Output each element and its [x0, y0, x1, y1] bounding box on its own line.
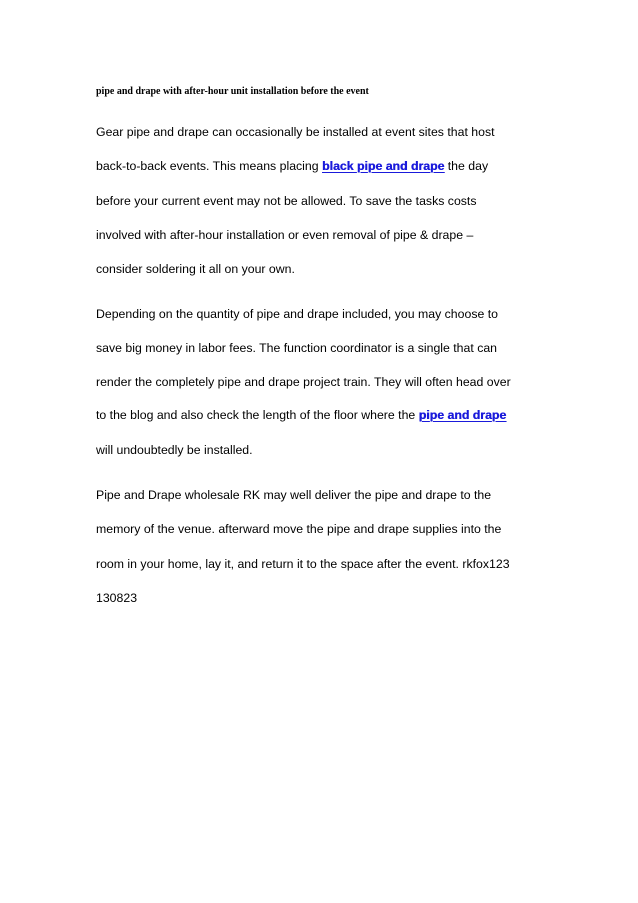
paragraph-line: Depending on the quantity of pipe and drape included, you may choose to	[96, 307, 498, 321]
paragraph-line: save big money in labor fees. The function coordinator is a single that can	[96, 341, 498, 355]
pipe-and-drape-link[interactable]: pipe and drape	[418, 408, 507, 422]
paragraph-line: memory of the venue. afterward move the pipe and drape supplies into the	[96, 522, 502, 536]
paragraph-line: 130823	[96, 591, 138, 605]
document-title: pipe and drape with after-hour unit installation before the event	[96, 86, 369, 97]
paragraph-line	[96, 158, 488, 174]
black-pipe-and-drape-link[interactable]: black pipe and drape	[322, 159, 445, 173]
paragraph-line: Pipe and Drape wholesale RK may well deliver the pipe and drape to the	[96, 488, 492, 502]
line-text: to the blog and also check the length of the floor where the	[96, 408, 419, 422]
paragraph-line: consider soldering it all on your own.	[96, 262, 295, 276]
paragraph-line: involved with after-hour installation or even removal of pipe & drape –	[96, 228, 474, 242]
paragraph-line: room in your home, lay it, and return it to the space after the event. rkfox123	[96, 557, 510, 571]
line-text: the day	[444, 159, 489, 173]
paragraph-line: before your current event may not be allowed. To save the tasks costs	[96, 194, 477, 208]
paragraph-line: will undoubtedly be installed.	[96, 443, 253, 457]
paragraph-line: Gear pipe and drape can occasionally be installed at event sites that host	[96, 125, 495, 139]
paragraph-line	[96, 407, 506, 423]
line-text: back-to-back events. This means placing	[96, 159, 323, 173]
paragraph-line: render the completely pipe and drape project train. They will often head over	[96, 375, 511, 389]
